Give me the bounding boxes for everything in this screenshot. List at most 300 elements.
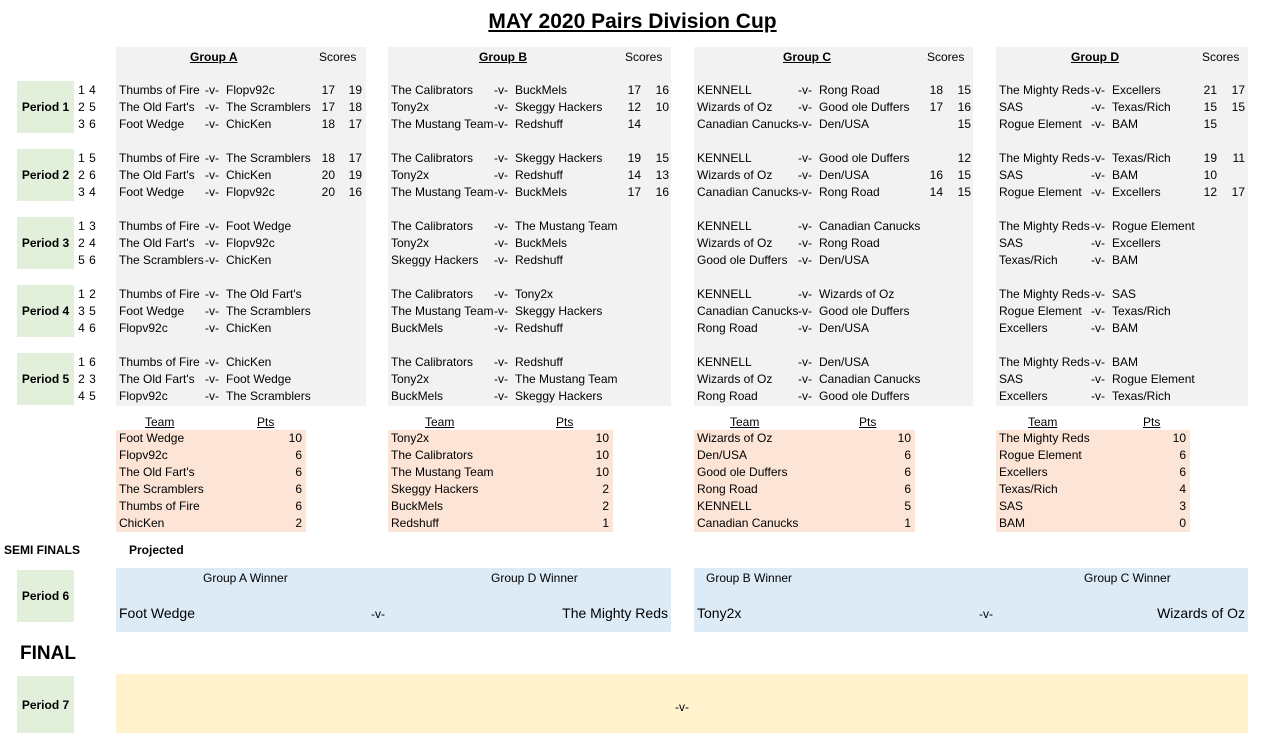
standings-pts-header: Pts [859, 415, 877, 429]
standings-team: Foot Wedge [119, 431, 185, 445]
standings-team: Flopv92c [119, 448, 168, 462]
away-team: Skeggy Hackers [515, 100, 603, 114]
away-score [1231, 235, 1245, 252]
standings-points: 6 [904, 482, 911, 496]
home-team: Skeggy Hackers [391, 253, 479, 267]
home-score [627, 320, 641, 337]
home-team: The Mighty Reds [999, 83, 1090, 97]
home-score [627, 371, 641, 388]
home-score [1203, 320, 1217, 337]
period-3-label: Period 3 [17, 217, 74, 269]
home-score: 16 [929, 168, 943, 182]
away-score [655, 235, 669, 252]
standings-team: Rogue Element [999, 448, 1082, 462]
away-score [957, 320, 971, 337]
away-team: Foot Wedge [226, 372, 292, 386]
standings-points: 10 [595, 465, 609, 479]
pair-number: 5 [89, 151, 96, 165]
pairing-numbers [76, 286, 102, 303]
pairing-numbers [76, 184, 102, 201]
away-team: Skeggy Hackers [515, 304, 603, 318]
away-team: ChicKen [226, 117, 272, 131]
versus-label: -v- [1091, 287, 1105, 301]
home-score [929, 252, 943, 269]
home-team: Foot Wedge [119, 185, 185, 199]
versus-label: -v- [205, 100, 219, 114]
semi-2-team-1: Tony2x [697, 605, 742, 621]
home-team: SAS [999, 168, 1024, 182]
away-team: Canadian Canucks [819, 219, 921, 233]
home-team: Rong Road [697, 389, 758, 403]
versus-label: -v- [494, 304, 508, 318]
pair-number: 3 [89, 219, 96, 233]
away-score: 16 [348, 185, 362, 199]
pair-number: 4 [78, 389, 85, 403]
versus-label: -v- [1091, 168, 1105, 182]
home-team: BuckMels [391, 389, 444, 403]
pair-number: 4 [78, 321, 85, 335]
home-score [627, 286, 641, 303]
home-team: KENNELL [697, 219, 752, 233]
home-score [1203, 286, 1217, 303]
home-score [1203, 371, 1217, 388]
home-score: 19 [1203, 151, 1217, 165]
away-team: Good ole Duffers [819, 100, 910, 114]
home-score [929, 150, 943, 167]
home-score [929, 116, 943, 133]
away-team: Good ole Duffers [819, 151, 910, 165]
away-score [348, 286, 362, 303]
home-team: Excellers [999, 321, 1048, 335]
pairing-numbers [76, 252, 102, 269]
versus-label: -v- [798, 83, 812, 97]
semi-1-head-2: Group D Winner [491, 571, 578, 585]
versus-label: -v- [798, 219, 812, 233]
standings-points: 10 [595, 448, 609, 462]
versus-label: -v- [205, 389, 219, 403]
away-team: Good ole Duffers [819, 389, 910, 403]
versus-label: -v- [1091, 355, 1105, 369]
versus-label: -v- [205, 168, 219, 182]
versus-label: -v- [1091, 151, 1105, 165]
standings-points: 4 [1179, 482, 1186, 496]
versus-label: -v- [798, 304, 812, 318]
home-team: The Mighty Reds [999, 219, 1090, 233]
home-team: Canadian Canucks [697, 304, 799, 318]
group-c-title: Group C [783, 50, 831, 64]
period-4-label: Period 4 [17, 285, 74, 337]
home-score: 18 [321, 151, 335, 165]
home-team: Canadian Canucks [697, 185, 799, 199]
pair-number: 6 [89, 117, 96, 131]
home-score [627, 303, 641, 320]
versus-label: -v- [798, 372, 812, 386]
away-score [1231, 354, 1245, 371]
away-team: Redshuff [515, 117, 563, 131]
standings-points: 6 [904, 465, 911, 479]
away-score [655, 371, 669, 388]
standings-team: Texas/Rich [999, 482, 1058, 496]
home-team: The Calibrators [391, 355, 474, 369]
home-team: The Calibrators [391, 219, 474, 233]
versus-label: -v- [1091, 389, 1105, 403]
standings-points: 2 [295, 516, 302, 530]
home-score [1203, 218, 1217, 235]
semi-finals-label: SEMI FINALS [4, 543, 81, 557]
home-team: Excellers [999, 389, 1048, 403]
pair-number: 4 [89, 236, 96, 250]
home-score: 17 [627, 185, 641, 199]
away-score [348, 388, 362, 405]
away-score: 17 [1231, 185, 1245, 199]
standings-team: Skeggy Hackers [391, 482, 479, 496]
home-team: Wizards of Oz [697, 372, 773, 386]
away-team: BAM [1112, 117, 1139, 131]
away-team: Flopv92c [226, 185, 275, 199]
home-team: Thumbs of Fire [119, 355, 200, 369]
away-score: 15 [655, 151, 669, 165]
pair-number: 2 [78, 236, 85, 250]
away-score: 17 [348, 151, 362, 165]
home-team: The Old Fart's [119, 236, 195, 250]
pair-number: 6 [89, 168, 96, 182]
away-team: Texas/Rich [1112, 389, 1171, 403]
standings-points: 10 [595, 431, 609, 445]
versus-label: -v- [494, 83, 508, 97]
away-team: Skeggy Hackers [515, 151, 603, 165]
standings-pts-header: Pts [257, 415, 275, 429]
away-team: The Mustang Team [515, 219, 618, 233]
standings-team: Den/USA [697, 448, 748, 462]
away-team: Wizards of Oz [819, 287, 895, 301]
standings-team: Thumbs of Fire [119, 499, 200, 513]
home-team: The Mighty Reds [999, 355, 1090, 369]
home-team: Flopv92c [119, 321, 168, 335]
versus-label: -v- [798, 185, 812, 199]
away-score [957, 286, 971, 303]
away-score: 15 [957, 168, 971, 182]
home-score [321, 354, 335, 371]
home-score: 17 [321, 83, 335, 97]
away-team: Rong Road [819, 236, 880, 250]
home-team: KENNELL [697, 83, 752, 97]
away-score [1231, 167, 1245, 184]
standings-team: The Mighty Reds [999, 431, 1090, 445]
versus-label: -v- [1091, 185, 1105, 199]
standings-points: 3 [1179, 499, 1186, 513]
away-score [655, 218, 669, 235]
period-2-label: Period 2 [17, 149, 74, 201]
standings-points: 1 [904, 516, 911, 530]
away-team: Den/USA [819, 117, 870, 131]
home-score [929, 388, 943, 405]
home-team: Thumbs of Fire [119, 151, 200, 165]
home-score [321, 371, 335, 388]
home-team: Tony2x [391, 100, 430, 114]
away-score: 16 [655, 83, 669, 97]
away-team: The Scramblers [226, 304, 311, 318]
versus-label: -v- [1091, 236, 1105, 250]
home-team: The Mustang Team [391, 117, 494, 131]
away-score [957, 371, 971, 388]
final-label: FINAL [20, 643, 76, 664]
period-5-label: Period 5 [17, 353, 74, 405]
pair-number: 5 [78, 253, 85, 267]
versus-label: -v- [494, 100, 508, 114]
away-team: Excellers [1112, 185, 1161, 199]
standings-points: 5 [904, 499, 911, 513]
away-team: The Scramblers [226, 100, 311, 114]
home-team: The Old Fart's [119, 372, 195, 386]
away-score [1231, 371, 1245, 388]
group-b-title: Group B [479, 50, 527, 64]
versus-label: -v- [494, 287, 508, 301]
away-team: Redshuff [515, 253, 563, 267]
away-score [1231, 218, 1245, 235]
home-score [321, 252, 335, 269]
away-score [655, 320, 669, 337]
projected-label: Projected [129, 543, 184, 557]
standings-team-header: Team [145, 415, 175, 429]
standings-points: 6 [295, 499, 302, 513]
home-score: 20 [321, 185, 335, 199]
semi-2-head-2: Group C Winner [1084, 571, 1171, 585]
away-team: Rong Road [819, 185, 880, 199]
away-score [1231, 116, 1245, 133]
home-score [929, 303, 943, 320]
home-score: 14 [627, 117, 641, 131]
away-score [957, 218, 971, 235]
away-score [348, 252, 362, 269]
versus-label: -v- [798, 151, 812, 165]
home-team: Flopv92c [119, 389, 168, 403]
home-team: Wizards of Oz [697, 100, 773, 114]
away-team: Redshuff [515, 168, 563, 182]
home-team: Wizards of Oz [697, 236, 773, 250]
away-team: Good ole Duffers [819, 304, 910, 318]
away-score [1231, 303, 1245, 320]
away-score [655, 354, 669, 371]
away-score [957, 303, 971, 320]
standings-pts-header: Pts [556, 415, 574, 429]
standings-team: BAM [999, 516, 1026, 530]
home-team: The Mustang Team [391, 304, 494, 318]
home-score [1203, 388, 1217, 405]
pair-number: 3 [78, 117, 85, 131]
versus-label: -v- [205, 185, 219, 199]
standings-points: 6 [295, 465, 302, 479]
away-score [348, 354, 362, 371]
home-score [321, 388, 335, 405]
pairing-numbers [76, 371, 102, 388]
away-score [655, 116, 669, 133]
group-d-scores-label: Scores [1202, 50, 1240, 64]
versus-label: -v- [205, 151, 219, 165]
away-score: 16 [957, 100, 971, 114]
pairing-numbers [76, 167, 102, 184]
home-team: KENNELL [697, 151, 752, 165]
home-team: The Mighty Reds [999, 287, 1090, 301]
versus-label: -v- [205, 117, 219, 131]
away-score [348, 320, 362, 337]
pair-number: 5 [89, 389, 96, 403]
home-team: Texas/Rich [999, 253, 1058, 267]
away-score: 15 [957, 185, 971, 199]
versus-label: -v- [205, 321, 219, 335]
home-score: 10 [1203, 168, 1217, 182]
home-score: 17 [627, 83, 641, 97]
group-a-title: Group A [190, 50, 238, 64]
home-team: Tony2x [391, 236, 430, 250]
home-score: 18 [321, 117, 335, 131]
home-team: The Calibrators [391, 151, 474, 165]
versus-label: -v- [798, 389, 812, 403]
away-score: 15 [1231, 100, 1245, 114]
versus-label: -v- [494, 219, 508, 233]
home-score [321, 286, 335, 303]
home-team: The Mighty Reds [999, 151, 1090, 165]
away-team: BAM [1112, 253, 1139, 267]
versus-label: -v- [1091, 219, 1105, 233]
away-team: Canadian Canucks [819, 372, 921, 386]
away-score: 16 [655, 185, 669, 199]
pair-number: 1 [78, 83, 85, 97]
standings-team-header: Team [425, 415, 455, 429]
standings-points: 6 [295, 482, 302, 496]
home-score [929, 218, 943, 235]
period-6-label: Period 6 [17, 570, 74, 622]
away-score [348, 235, 362, 252]
away-team: BuckMels [515, 83, 568, 97]
versus-label: -v- [205, 253, 219, 267]
standings-points: 6 [1179, 448, 1186, 462]
standings-points: 10 [897, 431, 911, 445]
home-score [929, 371, 943, 388]
away-team: ChicKen [226, 321, 272, 335]
standings-team-header: Team [730, 415, 760, 429]
home-team: Tony2x [391, 168, 430, 182]
home-score [929, 235, 943, 252]
pair-number: 6 [89, 321, 96, 335]
versus-label: -v- [494, 253, 508, 267]
versus-label: -v- [1091, 117, 1105, 131]
away-team: BAM [1112, 355, 1139, 369]
pair-number: 1 [78, 151, 85, 165]
away-team: BuckMels [515, 185, 568, 199]
away-score [348, 218, 362, 235]
home-team: SAS [999, 100, 1024, 114]
pairing-numbers [76, 150, 102, 167]
versus-label: -v- [494, 168, 508, 182]
home-score: 12 [627, 100, 641, 114]
pair-number: 4 [89, 185, 96, 199]
away-score: 15 [957, 83, 971, 97]
versus-label: -v- [1091, 372, 1105, 386]
versus-label: -v- [494, 321, 508, 335]
versus-label: -v- [1091, 321, 1105, 335]
away-score [655, 303, 669, 320]
away-score: 10 [655, 100, 669, 114]
away-score [957, 252, 971, 269]
away-team: SAS [1112, 287, 1137, 301]
home-team: KENNELL [697, 355, 752, 369]
home-score [929, 354, 943, 371]
group-d-title: Group D [1071, 50, 1119, 64]
versus-label: -v- [494, 372, 508, 386]
pair-number: 3 [89, 372, 96, 386]
away-score [1231, 388, 1245, 405]
versus-label: -v- [798, 100, 812, 114]
home-team: Thumbs of Fire [119, 83, 200, 97]
away-team: The Scramblers [226, 151, 311, 165]
versus-label: -v- [494, 355, 508, 369]
final-vs: -v- [675, 700, 689, 714]
pair-number: 3 [78, 185, 85, 199]
away-score [655, 388, 669, 405]
versus-label: -v- [798, 117, 812, 131]
home-score [321, 218, 335, 235]
away-team: The Old Fart's [226, 287, 302, 301]
versus-label: -v- [205, 372, 219, 386]
away-team: Foot Wedge [226, 219, 292, 233]
versus-label: -v- [798, 168, 812, 182]
home-team: KENNELL [697, 287, 752, 301]
away-team: Texas/Rich [1112, 100, 1171, 114]
away-score [1231, 286, 1245, 303]
away-team: ChicKen [226, 253, 272, 267]
home-score: 17 [929, 100, 943, 114]
home-score [1203, 354, 1217, 371]
versus-label: -v- [494, 185, 508, 199]
home-team: SAS [999, 236, 1024, 250]
away-score [1231, 252, 1245, 269]
pairing-numbers [76, 388, 102, 405]
standings-points: 10 [288, 431, 302, 445]
away-team: The Scramblers [226, 389, 311, 403]
pair-number: 4 [89, 83, 96, 97]
semi-1-head-1: Group A Winner [203, 571, 288, 585]
versus-label: -v- [494, 117, 508, 131]
away-team: Redshuff [515, 321, 563, 335]
versus-label: -v- [798, 253, 812, 267]
home-team: Thumbs of Fire [119, 219, 200, 233]
pair-number: 2 [78, 372, 85, 386]
away-team: The Mustang Team [515, 372, 618, 386]
pair-number: 6 [89, 355, 96, 369]
versus-label: -v- [205, 219, 219, 233]
page-title: MAY 2020 Pairs Division Cup [488, 10, 777, 33]
home-score [321, 320, 335, 337]
away-score [348, 303, 362, 320]
home-team: The Calibrators [391, 287, 474, 301]
away-team: Rogue Element [1112, 372, 1195, 386]
versus-label: -v- [205, 83, 219, 97]
pairing-numbers [76, 82, 102, 99]
away-team: Excellers [1112, 236, 1161, 250]
home-score [627, 218, 641, 235]
versus-label: -v- [1091, 304, 1105, 318]
away-score: 15 [957, 117, 971, 131]
pairing-numbers [76, 116, 102, 133]
home-score: 17 [321, 100, 335, 114]
away-team: Den/USA [819, 253, 870, 267]
standings-team: Redshuff [391, 516, 439, 530]
pairing-numbers [76, 235, 102, 252]
away-team: BuckMels [515, 236, 568, 250]
standings-points: 10 [1172, 431, 1186, 445]
standings-team: The Old Fart's [119, 465, 195, 479]
versus-label: -v- [205, 236, 219, 250]
